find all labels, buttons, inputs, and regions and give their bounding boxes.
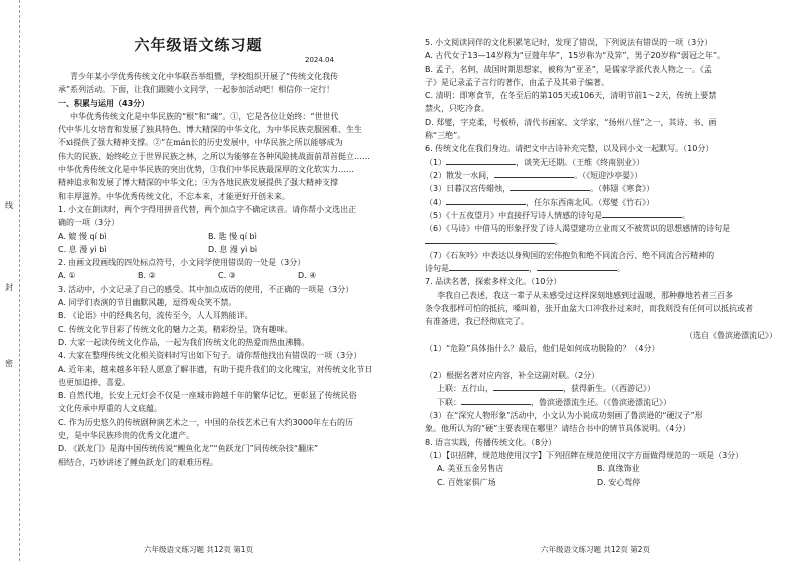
passage-line: 有准备进，我已经彻底完了。 bbox=[425, 317, 529, 327]
q6-text: ， bbox=[529, 264, 537, 274]
q8-options-row bbox=[425, 462, 777, 475]
passage-line: 中华优秀传统文化是中华民族的突出优势，③我们中华民族最深厚的文化软实力…… bbox=[58, 165, 354, 175]
q6-text: 诗句是 bbox=[425, 264, 449, 274]
couplet-text: 下联： bbox=[437, 397, 461, 407]
question-6: 6. 传统文化在我们身边。请把文中古诗补充完整，以及同小文一起默写。（10分） bbox=[425, 144, 714, 154]
q6-text: 。 bbox=[617, 264, 625, 274]
q6-item-cont bbox=[425, 262, 777, 275]
q7-sub: （3）在“深究人物形象”活动中，小文认为小说成功刻画了鲁滨逊的“硬汉子”形 bbox=[425, 411, 703, 421]
couplet-lower bbox=[425, 396, 777, 409]
q4-option: 史，是中华民族珍贵的优秀文化遗产。 bbox=[58, 431, 194, 441]
page-2 bbox=[397, 0, 794, 561]
q8-option: B. 真缘饰业 bbox=[597, 464, 640, 474]
q6-text: （5）《十五夜望月》中直接抒写诗人情感的诗句是 bbox=[425, 210, 603, 220]
q6-text: （1） bbox=[425, 157, 447, 167]
binding-label-xian: 线 bbox=[5, 201, 13, 210]
exam-date: 2024.04 bbox=[305, 56, 334, 64]
q6-text: 。 bbox=[555, 237, 563, 247]
q8-option: A. 美亚五金另售店 bbox=[437, 464, 504, 474]
q6-text: 。（《短迎沙亭晏》） bbox=[574, 170, 643, 180]
q6-item: （7）《石灰吟》中表达以身殉国的宏伟抱负和绝不同流合污、绝不同流合污精神的 bbox=[425, 250, 715, 260]
couplet-text: ，鲁滨逊漂流生还。（《鲁滨逊漂流记》） bbox=[531, 397, 671, 407]
q6-text: 。（韩翃《寒食》） bbox=[590, 184, 655, 194]
q7-sub: （1）“危险”具体指什么？最后，他们是如何成功脱险的？（4分） bbox=[425, 343, 660, 353]
passage-line: 条令我那样可怕的抵抗，嗓叫着，张开血盆大口冲我扑过来时，而我则没有任何可以抵抗或者 bbox=[425, 303, 753, 313]
q6-text: ，任尔东西南北风。（郑燮《竹石》） bbox=[526, 197, 655, 207]
couplet-text: ，获得新生。（《西游记》） bbox=[563, 384, 655, 394]
q1-option: C. 息 漫 yì bì bbox=[58, 244, 107, 254]
q5-option: D. 郑燮，字克柔，号板桥，清代书画家、文学家，“扬州八怪”之一，其诗、书、画 bbox=[425, 117, 717, 127]
q6-item bbox=[425, 182, 777, 195]
binding-label-feng: 封 bbox=[5, 283, 13, 292]
q6-text: （6）《马诗》中借马的形象抒发了诗人渴望建功立业而又不被赏识的思想感情的诗句是 bbox=[425, 224, 731, 234]
answer-blank[interactable] bbox=[602, 209, 682, 218]
answer-blank[interactable] bbox=[510, 182, 590, 191]
q8-option: C. 百姓家俱广场 bbox=[437, 477, 496, 487]
q1-options-row bbox=[58, 230, 380, 243]
q5-option: 称“三绝”。 bbox=[425, 131, 466, 141]
answer-blank[interactable] bbox=[537, 262, 617, 271]
q5-option: 子》是记录孟子言行的著作，由孟子及其弟子编著。 bbox=[425, 77, 609, 87]
intro-line: 青少年某小学优秀传统文化中华联吾举组暨，学校组织开展了“传统文化我传 bbox=[70, 72, 339, 81]
passage-line: 不xi提供了强大精神支撑。②”在mán长的历史发展中，中华民族之所以能够成为 bbox=[58, 138, 343, 148]
couplet-text: 上联：五行山， bbox=[437, 384, 493, 394]
q6-text: 。 bbox=[682, 210, 691, 220]
q4-option: C. 作为历史悠久的传统剧种演艺术之一，中国的杂技艺术已有大约3000年左右的历 bbox=[58, 417, 354, 427]
question-8: 8. 语言实践，传播传统文化。（8分） bbox=[425, 437, 557, 447]
q6-text: （3）日暮汉宫传蜡烛， bbox=[425, 184, 511, 194]
q4-option: D. 《跃龙门》是海中国传统传说“鲤鱼化龙”“鱼跃龙门”同传统杂技“翻床” bbox=[58, 444, 319, 454]
page-2-content bbox=[425, 36, 777, 489]
q1-option: A. 媲 慢 qí bì bbox=[58, 231, 107, 241]
question-4: 4. 大家在整理传统文化相关资料时写出如下句子。请你帮他找出有错误的一项（3分） bbox=[58, 351, 362, 361]
q6-text: （2）散发一水间， bbox=[425, 170, 495, 180]
answer-blank[interactable] bbox=[446, 196, 526, 205]
page-footer: 六年级语文练习题 共12页 第2页 bbox=[540, 545, 651, 554]
exam-title: 六年级语文练习题 bbox=[134, 36, 263, 54]
answer-blank[interactable] bbox=[449, 262, 529, 271]
passage-line: 和丰厚滋养。中华优秀传统文化，不忘本来，才能更好开创未来。 bbox=[58, 191, 290, 201]
q6-item bbox=[425, 156, 777, 169]
q3-option: C. 传统文化节目彩了传统文化的魅力之美，精彩纷呈，饶有趣味。 bbox=[58, 324, 293, 334]
passage-source: （选自《鲁滨逊漂流记》） bbox=[685, 330, 777, 340]
question-3: 3. 活动中，小文记录了自己的感受。其中加点成语的使用，不正确的一项是（3分） bbox=[58, 284, 354, 294]
q2-option: B. ② bbox=[138, 271, 156, 281]
couplet-upper bbox=[425, 382, 777, 395]
q6-item-cont bbox=[425, 235, 777, 248]
passage-line: 伟大的民族、始终屹立于世界民族之林，之所以为能够在各种风险挑战面前昂首挺立…… bbox=[58, 151, 370, 161]
q6-text: ，谈笑无还期。（王维《终南别业》） bbox=[516, 157, 645, 167]
q1-option: B. 匙 慢 qí bì bbox=[208, 231, 257, 241]
q7-sub: 象。他所认为的“硬”主要表现在哪里？请结合书中的情节具体说明。（4分） bbox=[425, 424, 691, 434]
answer-blank[interactable] bbox=[494, 169, 574, 178]
q1-options-row bbox=[58, 243, 380, 256]
q6-item bbox=[425, 222, 777, 235]
section-heading: 一、积累与运用（43分） bbox=[58, 98, 150, 108]
q3-option: A. 同学们表演的节目幽默风趣，逗得观众笑不禁。 bbox=[58, 298, 237, 308]
q5-option: C. 清明：即寒食节，在冬至后的第105天或106天，清明节前1～2天，传统上要禁 bbox=[425, 91, 717, 101]
intro-line: 承”系列活动。下面，让我们跟随小文同学，一起参加活动吧！相信你一定行！ bbox=[58, 85, 335, 95]
passage-line: 精神追求和发展了博大精深的中华文化；④为各地民族发展提供了强大精神支撑 bbox=[58, 178, 338, 188]
q4-option: 也更加追捧、喜爱。 bbox=[58, 377, 130, 387]
answer-blank[interactable] bbox=[425, 235, 555, 244]
q8-option: D. 安心驾停 bbox=[597, 477, 641, 487]
q1-option: D. 息 漫 yì bì bbox=[208, 244, 258, 254]
question-5: 5. 小文阅读同伴的文化积累笔记时，发现了错误，下列说法有错误的一项（3分） bbox=[425, 38, 713, 47]
passage-line: 代中华儿女培育和发展了独具特色、博大精深的中华文化，为中华民族克服困难、生生 bbox=[58, 125, 362, 135]
q3-option: D. 大家一起读传统文化作品，一起为我们传统文化的热爱而热血沸腾。 bbox=[58, 337, 310, 347]
q6-item bbox=[425, 209, 777, 222]
q8-sub: （1）【识招牌，规范地使用汉字】下列招牌在规范使用汉字方面做得规范的一项是（3分） bbox=[425, 450, 744, 460]
q2-options-row bbox=[58, 269, 380, 282]
q5-option: A. 古代女子13—14岁称为“豆蔻年华”，15岁称为“及笄”，男子20岁称“弱冠之年”。 bbox=[425, 51, 726, 61]
answer-blank[interactable] bbox=[446, 156, 516, 165]
q6-item bbox=[425, 169, 777, 182]
q4-option: 文化传承中厚重的人文底蕴。 bbox=[58, 404, 162, 414]
q5-option: B. 孟子，名轲，战国时期思想家，被称为“亚圣”，是儒家学派代表人物之一。《孟 bbox=[425, 64, 712, 74]
q4-option: A. 近年来，越来越多年轻人愿意了解非遗，有助于提升我们的文化瑰宝，对传统文化节日 bbox=[58, 364, 373, 374]
q8-options-row bbox=[425, 476, 777, 489]
question-7: 7. 品读名著，探索多样文化。（10分） bbox=[425, 277, 562, 287]
q3-option: B. 《论语》中的经典名句，流传至今，人人耳熟能详。 bbox=[58, 311, 253, 321]
page-footer: 六年级语文练习题 共12页 第1页 bbox=[143, 545, 254, 554]
answer-blank[interactable] bbox=[493, 382, 563, 391]
question-1: 1. 小文在朗读时，两个字得用拼音代替，两个加点字不确定读音。请你帮小文选出正 bbox=[58, 204, 357, 214]
answer-space[interactable] bbox=[425, 355, 777, 369]
q4-option: 相结合，巧妙讲述了鲤鱼跃龙门的艰难历程。 bbox=[58, 457, 218, 467]
q6-item bbox=[425, 196, 777, 209]
q4-option: B. 自然代地，长安上元灯会不仅是一座城市跨越千年的繁华记忆，更彰显了传统民俗 bbox=[58, 391, 357, 401]
q6-text: （4） bbox=[425, 197, 447, 207]
q7-sub: （2）根据名著对应内容，补全这副对联。（2分） bbox=[425, 371, 600, 381]
q2-option: A. ① bbox=[58, 271, 76, 281]
q2-option: D. ④ bbox=[298, 271, 317, 281]
binding-label-mi: 密 bbox=[5, 359, 13, 368]
q5-option: 禁火，只吃冷食。 bbox=[425, 104, 489, 114]
answer-blank[interactable] bbox=[461, 396, 531, 405]
page-1-content bbox=[58, 70, 380, 469]
passage-line: 中华优秀传统文化是中华民族的“根”和“魂”。①，它是各位让始终：“世世代 bbox=[70, 111, 339, 121]
passage-line: 李我自己表述，我这一辈子从未感受过这样深刻地感到过温暖，那种静地若者三百多 bbox=[437, 290, 733, 300]
question-2: 2. 由画文段画线的四处标点符号，小文同学使用错误的一处是（3分） bbox=[58, 258, 306, 268]
question-1-cont: 确的一项（3分） bbox=[58, 218, 120, 228]
q2-option: C. ③ bbox=[218, 271, 236, 281]
